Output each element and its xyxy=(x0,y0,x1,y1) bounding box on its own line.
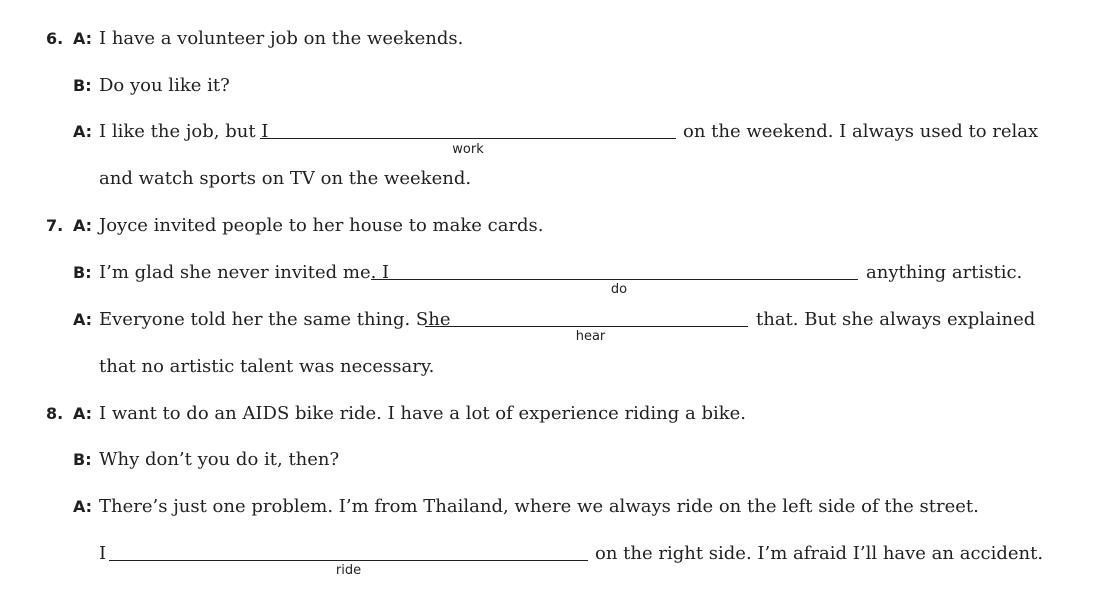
dialogue-text-after-blank: on the weekend. I always used to relax xyxy=(683,121,1039,142)
dialogue-continuation: that no artistic talent was necessary. xyxy=(99,356,435,377)
dialogue-text-before-blank: I’m glad she never invited me. I xyxy=(99,262,390,283)
dialogue-text-after-blank: anything artistic. xyxy=(866,262,1023,283)
dialogue-continuation: and watch sports on TV on the weekend. xyxy=(99,168,472,189)
previous-line-fragment xyxy=(40,0,240,2)
verb-hint: ride xyxy=(335,563,362,578)
answer-blank[interactable] xyxy=(260,138,676,139)
speaker-label: A: xyxy=(73,216,93,235)
verb-hint: work xyxy=(452,142,484,157)
verb-hint: do xyxy=(610,282,628,297)
dialogue-text-before-blank: I like the job, but I xyxy=(99,121,269,142)
dialogue-text-after-blank: that. But she always explained xyxy=(756,309,1036,330)
dialogue-text: Joyce invited people to her house to make cards. xyxy=(99,215,544,236)
speaker-label: B: xyxy=(73,450,92,469)
item-number: 8. xyxy=(46,404,64,423)
dialogue-text-before-blank: I xyxy=(99,543,107,564)
dialogue-text: I want to do an AIDS bike ride. I have a lot of experience riding a bike. xyxy=(99,403,747,424)
dialogue-text-before-blank: Everyone told her the same thing. She xyxy=(99,309,451,330)
answer-blank[interactable] xyxy=(109,560,588,561)
speaker-label: B: xyxy=(73,263,92,282)
speaker-label: B: xyxy=(73,76,92,95)
dialogue-text: Do you like it? xyxy=(99,75,230,96)
dialogue-text-after-blank: on the right side. I’m afraid I’ll have an accident. xyxy=(595,543,1044,564)
speaker-label: A: xyxy=(73,29,93,48)
item-number: 6. xyxy=(46,29,64,48)
dialogue-text: I have a volunteer job on the weekends. xyxy=(99,28,464,49)
answer-blank[interactable] xyxy=(425,326,748,327)
speaker-label: A: xyxy=(73,122,93,141)
speaker-label: A: xyxy=(73,310,93,329)
verb-hint: hear xyxy=(575,329,606,344)
dialogue-text: Why don’t you do it, then? xyxy=(99,449,340,470)
item-number: 7. xyxy=(46,216,64,235)
dialogue-text: There’s just one problem. I’m from Thailand, where we always ride on the left side of the street. xyxy=(99,496,979,517)
answer-blank[interactable] xyxy=(371,279,858,280)
speaker-label: A: xyxy=(73,497,93,516)
speaker-label: A: xyxy=(73,404,93,423)
